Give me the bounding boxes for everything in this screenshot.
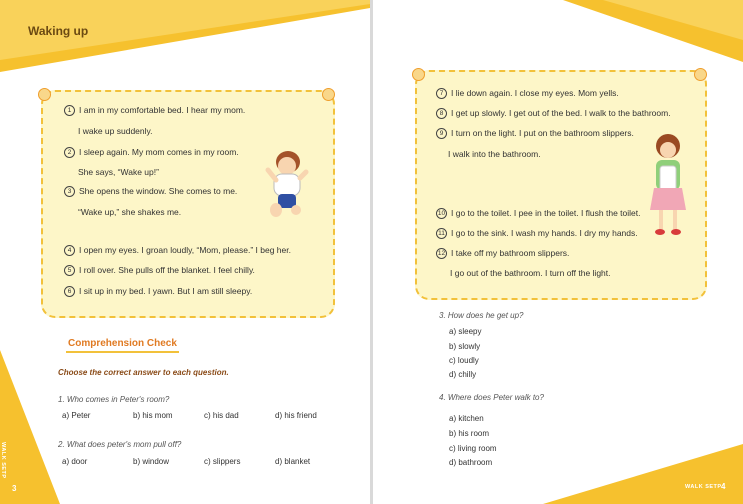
answer-option[interactable]: d) his friend	[275, 411, 317, 420]
line-number: 10	[437, 210, 446, 217]
line-number: 6	[64, 286, 75, 297]
question-4: 4. Where does Peter walk to?	[439, 393, 544, 402]
story-box-pin-tl	[412, 68, 425, 81]
answer-option[interactable]: b) window	[133, 457, 170, 466]
answer-option[interactable]: d) blanket	[275, 457, 311, 466]
story-line: 1 I am in my comfortable bed. I hear my mom.	[64, 105, 245, 116]
answer-option[interactable]: a) door	[62, 457, 88, 466]
story-box-pin-tr	[694, 68, 707, 81]
answer-option[interactable]: d) bathroom	[449, 458, 493, 467]
story-line: 11 I go to the sink. I wash my hands. I dry my hands.	[436, 228, 638, 239]
answer-option[interactable]: a) Peter	[62, 411, 91, 420]
answer-option[interactable]: c) living room	[449, 444, 497, 453]
page-number-right: 4	[721, 482, 726, 491]
question-3: 3. How does he get up?	[439, 311, 524, 320]
story-line: 5 I roll over. She pulls off the blanket. I feel chilly.	[64, 265, 255, 276]
instruction-text: Choose the correct answer to each question.	[58, 368, 229, 377]
answer-option[interactable]: a) kitchen	[449, 414, 484, 423]
story-line: 2 I sleep again. My mom comes in my room.	[64, 147, 239, 158]
line-number: 8	[436, 108, 447, 119]
vertical-book-label: WALK SETP	[0, 442, 6, 479]
answer-option[interactable]: a) sleepy	[449, 327, 482, 336]
line-number: 3	[64, 186, 75, 197]
answer-option[interactable]: c) slippers	[204, 457, 241, 466]
answer-option[interactable]: c) loudly	[449, 356, 479, 365]
story-line: I walk into the bathroom.	[448, 149, 541, 159]
story-line: I go out of the bathroom. I turn off the light.	[450, 268, 611, 278]
story-line: 7 I lie down again. I close my eyes. Mom yells.	[436, 88, 619, 99]
story-line: She says, “Wake up!”	[78, 167, 159, 177]
footer-book-label: WALK SETP	[685, 484, 722, 490]
line-number: 11	[436, 228, 447, 239]
footer-band-right	[373, 434, 743, 504]
answer-option[interactable]: b) his room	[449, 429, 490, 438]
corner-band-left	[0, 350, 60, 504]
line-number: 12	[437, 250, 446, 257]
page-title: Waking up	[28, 24, 89, 38]
answer-option[interactable]: d) chilly	[449, 370, 477, 379]
story-box-pin-tl	[38, 88, 51, 101]
story-line: 8 I get up slowly. I get out of the bed. I walk to the bathroom.	[436, 108, 671, 119]
line-number: 2	[64, 147, 75, 158]
comprehension-check-title: Comprehension Check	[66, 338, 179, 353]
line-number: 5	[64, 265, 75, 276]
line-number: 1	[64, 105, 75, 116]
left-page	[0, 0, 370, 504]
answer-option[interactable]: b) his mom	[133, 411, 173, 420]
question-1: 1. Who comes in Peter's room?	[58, 395, 170, 404]
question-2: 2. What does peter's mom pull off?	[58, 440, 182, 449]
story-line: 10 I go to the toilet. I pee in the toilet. I flush the toilet.	[437, 208, 641, 218]
line-number: 7	[436, 88, 447, 99]
story-line: 9 I turn on the light. I put on the bathroom slippers.	[436, 128, 634, 139]
header-banner	[0, 0, 370, 80]
story-line: 6 I sit up in my bed. I yawn. But I am still sleepy.	[64, 286, 252, 297]
answer-option[interactable]: b) slowly	[449, 342, 481, 351]
line-number: 9	[436, 128, 447, 139]
boy-in-pajamas-illustration	[262, 144, 312, 220]
mom-in-apron-illustration	[646, 132, 692, 240]
answer-option[interactable]: c) his dad	[204, 411, 239, 420]
story-box-pin-tr	[322, 88, 335, 101]
header-banner-right	[373, 0, 743, 64]
story-line: I wake up suddenly.	[78, 126, 153, 136]
right-page	[373, 0, 743, 504]
story-line: 12 I take off my bathroom slippers.	[437, 248, 570, 258]
story-line: 4 I open my eyes. I groan loudly, “Mom, please.” I beg her.	[64, 245, 291, 256]
story-line: “Wake up,” she shakes me.	[78, 207, 182, 217]
page-number-left: 3	[12, 484, 17, 493]
line-number: 4	[64, 245, 75, 256]
story-line: 3 She opens the window. She comes to me.	[64, 186, 237, 197]
